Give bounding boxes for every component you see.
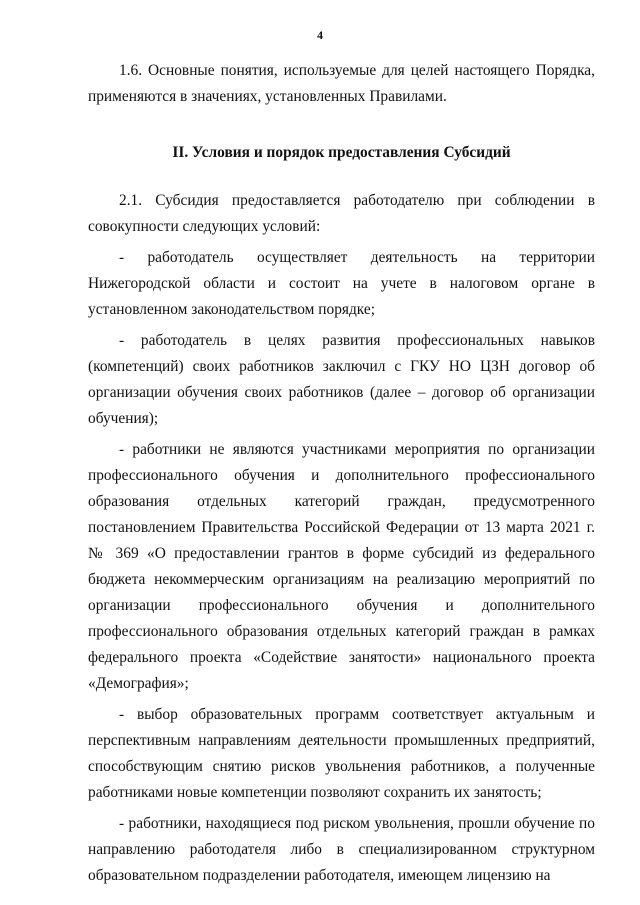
condition-not-participants: - работники не являются участниками мероприятия по организации профессионального обучения и дополнительного профессионального образования отдельных категорий граждан, предусмотренного постановлением Правительства Российской Федерации от 13 марта 2021 г. № 369 «О предоставлении грантов в форме субсидий из федерального бюджета некоммерческим организациям на реализацию мероприятий по организации профессионального обучения и дополнительного профессионального образования отдельных категорий граждан в рамках федерального проекта «Содействие занятости» национального проекта «Демография»; (88, 441, 595, 692)
condition-territory: - работодатель осуществляет деятельность на территории Нижегородской области и состоит на учете в налоговом органе в установленном законодательством порядке; (88, 249, 595, 318)
document-body (88, 58, 595, 889)
page-number: 4 (317, 28, 323, 42)
paragraph-2-1: 2.1. Субсидия предоставляется работодателю при соблюдении в совокупности следующих условий: (88, 192, 595, 235)
paragraph-1-6: 1.6. Основные понятия, используемые для целей настоящего Порядка, применяются в значениях, установленных Правилами. (88, 62, 595, 105)
condition-training-contract: - работодатель в целях развития профессиональных навыков (компетенций) своих работников заключил с ГКУ НО ЦЗН договор об организации обучения своих работников (далее – договор об организации обучения); (88, 332, 595, 427)
condition-employees-trained: - работники, находящиеся под риском увольнения, прошли обучение по направлению работодателя либо в специализированном структурном образовательном подразделении работодателя, имеющем лицензию на (88, 815, 595, 884)
condition-programs: - выбор образовательных программ соответствует актуальным и перспективным направлениям деятельности промышленных предприятий, способствующим снятию рисков увольнения работников, а полученные работниками новые компетенции позволяют сохранить их занятость; (88, 706, 595, 801)
section-heading: II. Условия и порядок предоставления Субсидий (172, 144, 511, 161)
